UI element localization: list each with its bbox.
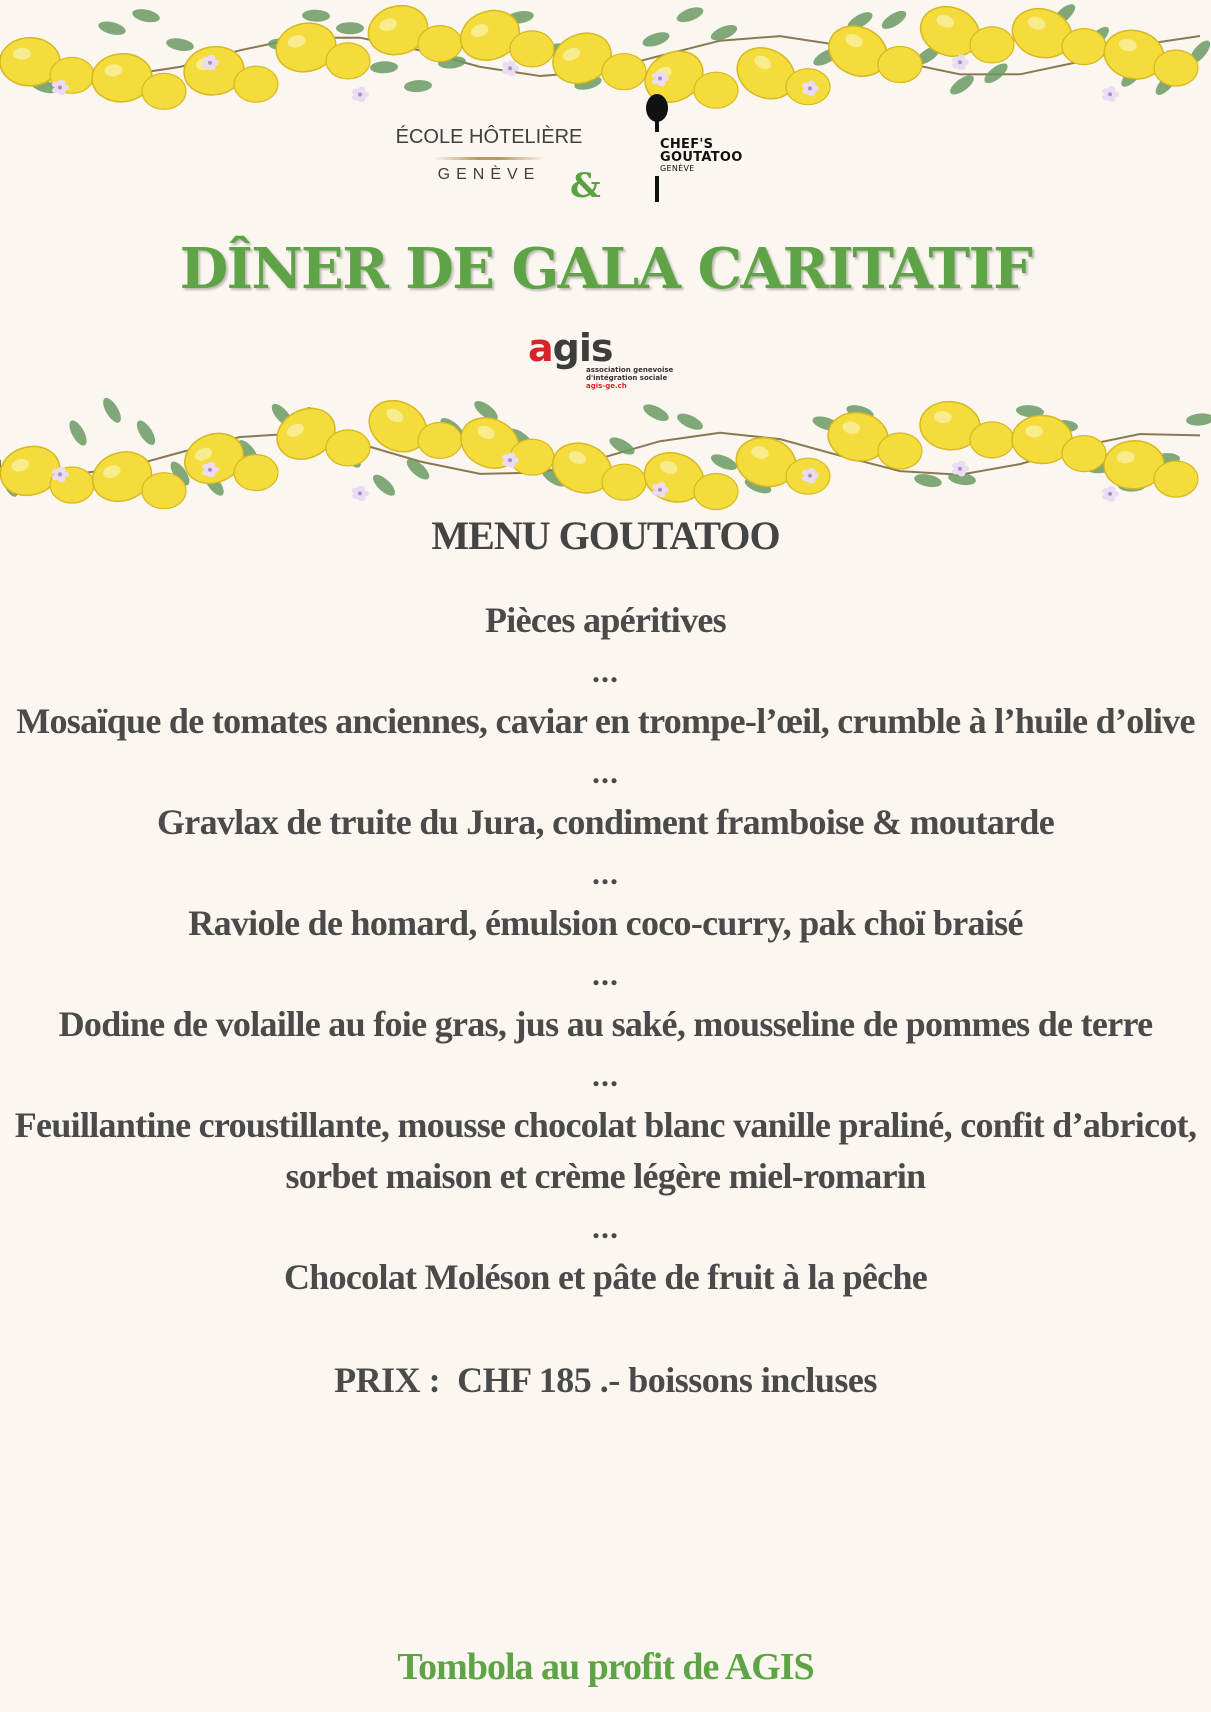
ampersand: &: [570, 166, 601, 206]
agis-line1: association genevoise: [586, 366, 674, 374]
lemon-garland-middle-art: [0, 395, 1211, 513]
lemon-garland-middle: [0, 395, 1211, 513]
course-separator: ...: [592, 855, 619, 891]
agis-a: a: [528, 326, 553, 370]
chefs-goutatoo-logo: [640, 88, 760, 208]
course-separator: ...: [592, 754, 619, 790]
chefs-goutatoo-wordmark: [660, 138, 743, 173]
course-3: Gravlax de truite du Jura, condiment framboise & moutarde: [156, 802, 1054, 842]
chef-line2: GOUTATOO: [660, 150, 743, 165]
course-1: Pièces apéritives: [485, 600, 726, 640]
chef-line3: GENÈVE: [660, 164, 695, 173]
course-4: Raviole de homard, émulsion coco-curry, pak choï braisé: [188, 903, 1023, 943]
agis-logo: [528, 326, 708, 400]
ehg-divider: [433, 157, 545, 160]
agis-line2: d'intégration sociale: [586, 374, 668, 382]
chef-line1: CHEF'S: [660, 137, 714, 152]
course-2: Mosaïque de tomates anciennes, caviar en trompe-l’œil, crumble à l’huile d’olive: [16, 701, 1195, 741]
ehg-name: ÉCOLE HÔTELIÈRE: [395, 126, 583, 148]
course-separator: ...: [592, 956, 619, 992]
ehg-city: GENÈVE: [437, 166, 541, 183]
course-5: Dodine de volaille au foie gras, jus au saké, mousseline de pommes de terre: [58, 1004, 1153, 1044]
agis-url: agis-ge.ch: [586, 382, 627, 390]
price: PRIX : CHF 185 .- boissons incluses: [334, 1360, 877, 1400]
course-separator: ...: [592, 1209, 619, 1245]
course-separator: ...: [592, 653, 619, 689]
agis-rest: gis: [552, 326, 613, 370]
partner-logos: [0, 88, 1211, 208]
course-7: Chocolat Moléson et pâte de fruit à la pêche: [283, 1257, 928, 1297]
course-separator: ...: [592, 1057, 619, 1093]
page-title: DÎNER DE GALA CARITATIF: [179, 236, 1032, 302]
course-6: Feuillantine croustillante, mousse chocolat blanc vanille praliné, confit d’abricot, sorbet maison et crème légère miel-romarin: [14, 1105, 1197, 1196]
ecole-hoteliere-logo: [394, 126, 584, 184]
menu-section: [0, 512, 1211, 1406]
agis-tagline: [586, 366, 673, 390]
menu-title: MENU GOUTATOO: [431, 513, 780, 558]
agis-wordmark: [528, 326, 613, 370]
tombola-note: Tombola au profit de AGIS: [397, 1646, 814, 1688]
